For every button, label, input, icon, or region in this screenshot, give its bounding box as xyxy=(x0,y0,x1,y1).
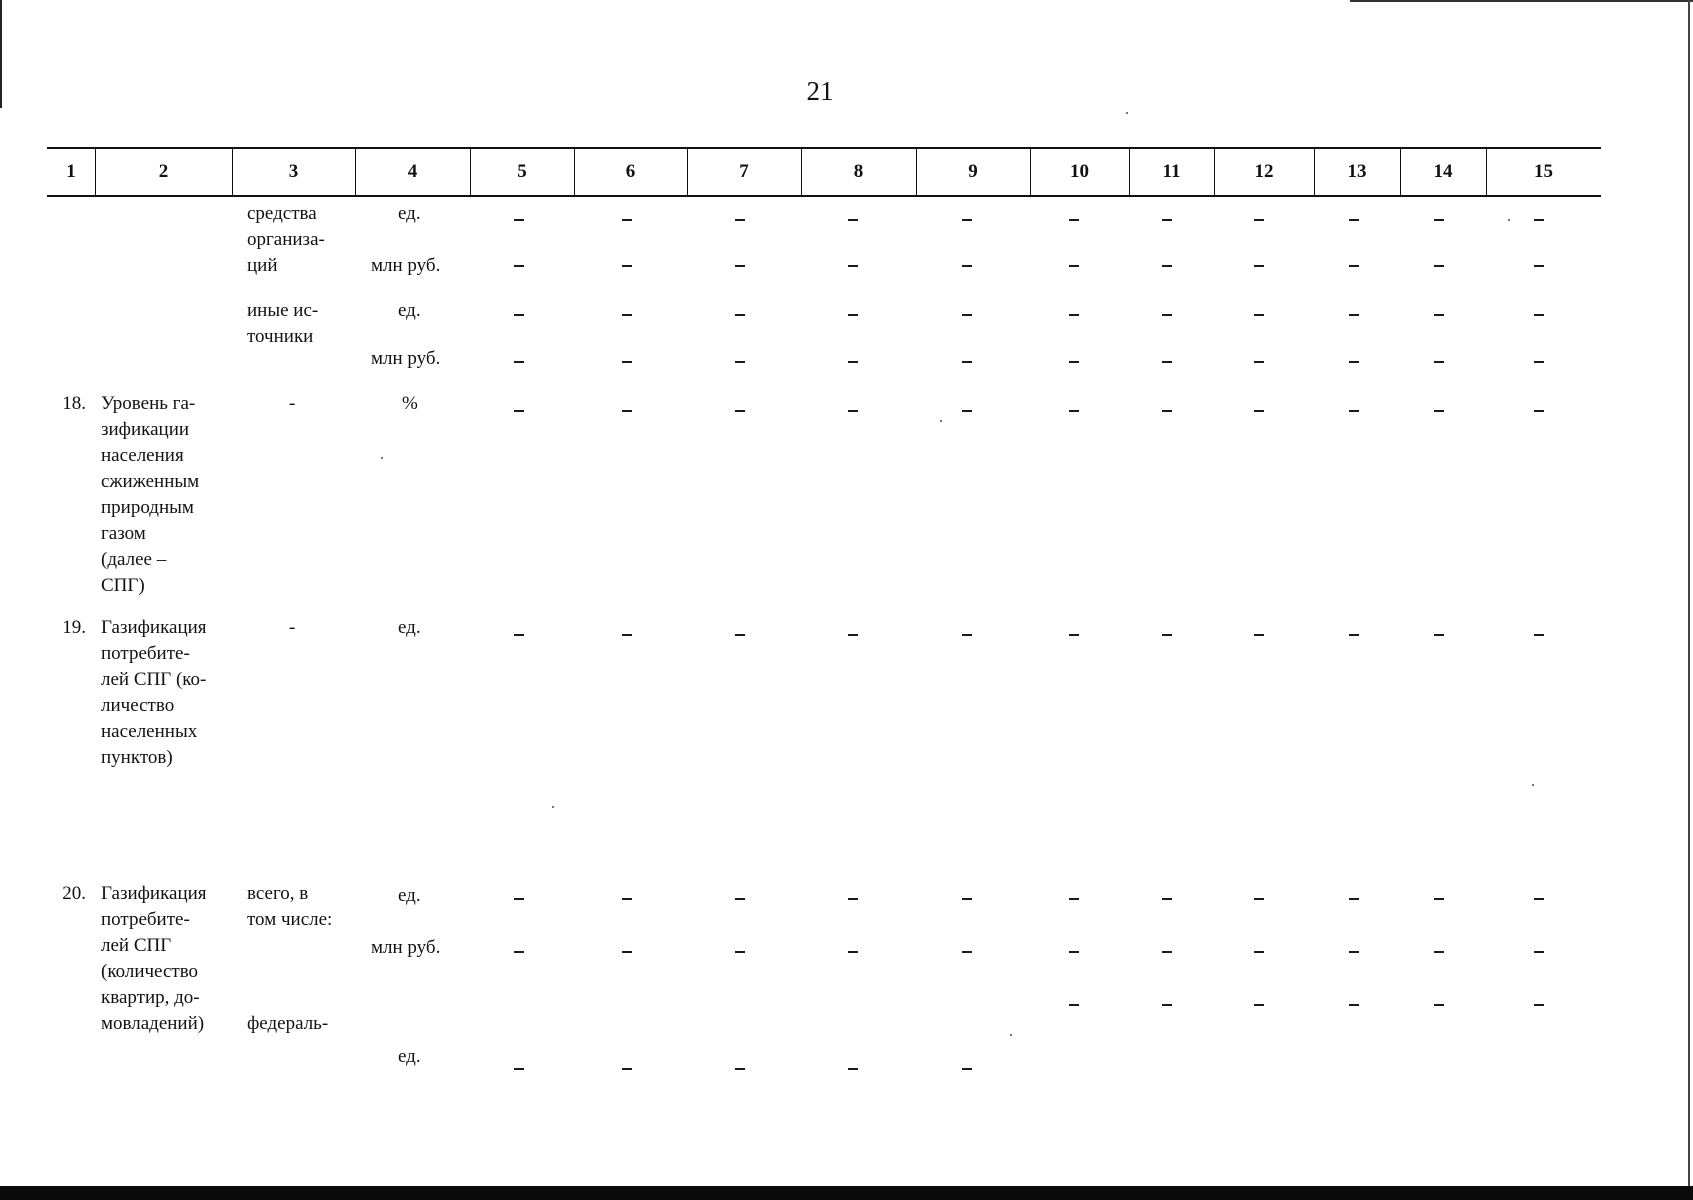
column-header: 11 xyxy=(1162,161,1181,182)
dash-cell-value xyxy=(1069,951,1079,953)
row-number: 18. xyxy=(62,393,86,414)
dash-cell-value xyxy=(848,1068,858,1070)
row-name-text: (далее – xyxy=(101,549,167,570)
column-header: 5 xyxy=(517,161,527,182)
row-name-text: пунктов) xyxy=(101,747,173,768)
dash-cell-value xyxy=(1534,898,1544,900)
dash-cell-value xyxy=(1349,898,1359,900)
dash-cell-value xyxy=(1254,634,1264,636)
row-source-text: организа- xyxy=(247,229,325,250)
column-header: 4 xyxy=(407,161,418,182)
dash-cell-value xyxy=(1069,314,1079,316)
dash-cell-value xyxy=(1254,1004,1264,1006)
scan-speck xyxy=(1532,784,1534,786)
row-source-text: ций xyxy=(247,255,278,276)
dash-cell-value xyxy=(1349,219,1359,221)
row-name-text: квартир, до- xyxy=(101,987,200,1008)
dash-cell-value xyxy=(1349,314,1359,316)
row-source-text: - xyxy=(289,617,296,638)
dash-cell-value xyxy=(1254,219,1264,221)
dash-cell-value xyxy=(735,951,745,953)
row-name-text: населения xyxy=(101,445,184,466)
column-header: 6 xyxy=(625,161,636,182)
dash-cell-value xyxy=(1534,314,1544,316)
dash-cell-value xyxy=(1349,265,1359,267)
dash-cell-value xyxy=(735,314,745,316)
row-name-text: (количество xyxy=(101,961,199,982)
column-header: 14 xyxy=(1433,161,1453,182)
row-unit: % xyxy=(402,393,418,414)
row-unit: ед. xyxy=(398,1046,421,1067)
row-source-text: всего, в xyxy=(247,883,309,904)
dash-cell-value xyxy=(1349,951,1359,953)
row-unit: ед. xyxy=(398,617,421,638)
dash-cell-value xyxy=(848,634,858,636)
dash-cell-value xyxy=(1254,898,1264,900)
row-name-text: лей СПГ (ко- xyxy=(101,669,207,690)
dash-cell-value xyxy=(622,219,632,221)
row-name-text: сжиженным xyxy=(101,471,200,492)
scan-edge-right xyxy=(1688,0,1690,1190)
scan-edge-top xyxy=(1350,0,1693,2)
dash-cell-value xyxy=(848,265,858,267)
dash-cell-value xyxy=(1434,314,1444,316)
row-name-text: СПГ) xyxy=(101,575,145,596)
dash-cell-value xyxy=(962,898,972,900)
dash-cell-value xyxy=(622,898,632,900)
dash-cell-value xyxy=(514,265,524,267)
dash-cell-value xyxy=(848,219,858,221)
dash-cell-value xyxy=(1069,265,1079,267)
row-name-text: личество xyxy=(101,695,175,716)
row-name-text: населенных xyxy=(101,721,198,742)
dash-cell-value xyxy=(735,634,745,636)
dash-cell-value xyxy=(1434,265,1444,267)
dash-cell-value xyxy=(622,361,632,363)
row-name-text: потребите- xyxy=(101,909,190,930)
dash-cell-value xyxy=(1534,361,1544,363)
row-source-text: том числе: xyxy=(247,909,333,930)
dash-cell-value xyxy=(962,219,972,221)
scan-speck xyxy=(1126,112,1128,114)
dash-cell-value xyxy=(1069,1004,1079,1006)
dash-cell-value xyxy=(622,634,632,636)
dash-cell-value xyxy=(1069,634,1079,636)
row-name-text: Уровень га- xyxy=(101,393,196,414)
scan-speck xyxy=(1508,219,1510,221)
dash-cell-value xyxy=(1254,951,1264,953)
row-number: 19. xyxy=(62,617,86,638)
dash-cell-value xyxy=(1349,361,1359,363)
dash-cell-value xyxy=(1254,361,1264,363)
dash-cell-value xyxy=(1534,634,1544,636)
dash-cell-value xyxy=(1349,1004,1359,1006)
dash-cell-value xyxy=(1434,1004,1444,1006)
row-name-text: природным xyxy=(101,497,194,518)
row-name-text: потребите- xyxy=(101,643,190,664)
row-source-text: иные ис- xyxy=(247,300,319,321)
page-number: 21 xyxy=(806,76,834,106)
dash-cell-value xyxy=(1162,634,1172,636)
column-header: 9 xyxy=(968,161,978,182)
dash-cell-value xyxy=(848,951,858,953)
dash-cell-value xyxy=(962,634,972,636)
dash-cell-value xyxy=(1349,634,1359,636)
row-source-text: средства xyxy=(247,203,317,224)
row-name-text: зификации xyxy=(101,419,190,440)
dash-cell-value xyxy=(735,1068,745,1070)
dash-cell-value xyxy=(514,898,524,900)
dash-cell-value xyxy=(1254,265,1264,267)
column-header: 13 xyxy=(1347,161,1367,182)
dash-cell-value xyxy=(1162,219,1172,221)
dash-cell-value xyxy=(622,410,632,412)
dash-cell-value xyxy=(514,1068,524,1070)
dash-cell-value xyxy=(514,410,524,412)
dash-cell-value xyxy=(1349,410,1359,412)
column-header: 2 xyxy=(158,161,169,182)
dash-cell-value xyxy=(622,951,632,953)
scan-speck xyxy=(381,457,383,459)
dash-cell-value xyxy=(962,951,972,953)
dash-cell-value xyxy=(962,265,972,267)
column-header: 15 xyxy=(1534,161,1553,182)
row-name-text: Газификация xyxy=(101,617,207,638)
dash-cell-value xyxy=(1534,410,1544,412)
dash-cell-value xyxy=(1534,1004,1544,1006)
dash-cell-value xyxy=(1069,898,1079,900)
row-unit: млн руб. xyxy=(371,348,441,369)
scan-speck xyxy=(1010,1034,1012,1036)
dash-cell-value xyxy=(962,361,972,363)
dash-cell-value xyxy=(962,1068,972,1070)
column-header: 10 xyxy=(1070,161,1089,182)
row-name-text: мовладений) xyxy=(101,1013,205,1034)
dash-cell-value xyxy=(1162,1004,1172,1006)
dash-cell-value xyxy=(514,314,524,316)
dash-cell-value xyxy=(514,361,524,363)
row-source-text: федераль- xyxy=(247,1013,329,1034)
row-unit: ед. xyxy=(398,203,421,224)
column-header: 8 xyxy=(853,161,864,182)
dash-cell-value xyxy=(622,265,632,267)
dash-cell-value xyxy=(1434,361,1444,363)
column-header: 3 xyxy=(288,161,299,182)
dash-cell-value xyxy=(848,361,858,363)
dash-cell-value xyxy=(1069,361,1079,363)
row-name-text: Газификация xyxy=(101,883,207,904)
dash-cell-value xyxy=(735,265,745,267)
dash-cell-value xyxy=(962,410,972,412)
dash-cell-value xyxy=(1434,219,1444,221)
row-source-text: точники xyxy=(247,326,314,347)
column-header: 7 xyxy=(739,161,749,182)
dash-cell-value xyxy=(735,361,745,363)
dash-cell-value xyxy=(1162,361,1172,363)
dash-cell-value xyxy=(848,898,858,900)
dash-cell-value xyxy=(735,898,745,900)
dash-cell-value xyxy=(1534,951,1544,953)
scan-speck xyxy=(552,806,554,808)
dash-cell-value xyxy=(1434,951,1444,953)
column-header: 1 xyxy=(66,161,76,182)
dash-cell-value xyxy=(622,314,632,316)
row-number: 20. xyxy=(62,883,86,904)
scan-speck xyxy=(940,420,942,422)
dash-cell-value xyxy=(1434,898,1444,900)
dash-cell-value xyxy=(1534,219,1544,221)
dash-cell-value xyxy=(1069,219,1079,221)
row-name-text: газом xyxy=(101,523,146,544)
dash-cell-value xyxy=(962,314,972,316)
dash-cell-value xyxy=(1162,951,1172,953)
row-unit: млн руб. xyxy=(371,937,441,958)
dash-cell-value xyxy=(1162,265,1172,267)
column-header: 12 xyxy=(1254,161,1274,182)
table-header-row xyxy=(47,147,1601,197)
dash-cell-value xyxy=(514,219,524,221)
dash-cell-value xyxy=(1254,410,1264,412)
dash-cell-value xyxy=(1434,634,1444,636)
dash-cell-value xyxy=(1069,410,1079,412)
row-unit: млн руб. xyxy=(371,255,441,276)
dash-cell-value xyxy=(514,951,524,953)
dash-cell-value xyxy=(735,410,745,412)
row-name-text: лей СПГ xyxy=(101,935,172,956)
dash-cell-value xyxy=(1534,265,1544,267)
row-unit: ед. xyxy=(398,300,421,321)
dash-cell-value xyxy=(514,634,524,636)
dash-cell-value xyxy=(848,410,858,412)
dash-cell-value xyxy=(1162,898,1172,900)
dash-cell-value xyxy=(622,1068,632,1070)
dash-cell-value xyxy=(848,314,858,316)
dash-cell-value xyxy=(735,219,745,221)
row-unit: ед. xyxy=(398,885,421,906)
dash-cell-value xyxy=(1162,314,1172,316)
dash-cell-value xyxy=(1162,410,1172,412)
scan-edge-bottom xyxy=(0,1186,1693,1200)
dash-cell-value xyxy=(1254,314,1264,316)
dash-cell-value xyxy=(1434,410,1444,412)
row-source-text: - xyxy=(289,393,296,414)
